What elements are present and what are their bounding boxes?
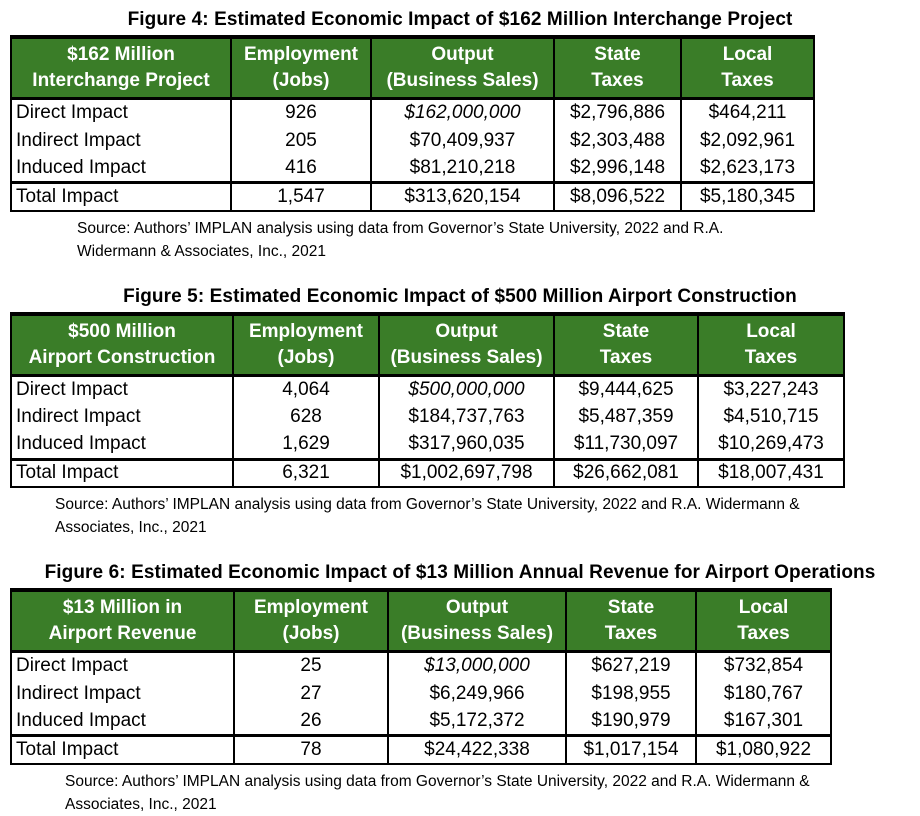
table-row-direct	[11, 652, 831, 680]
cell-output: $500,000,000	[379, 375, 554, 403]
cell-local-taxes: $3,227,243	[698, 375, 844, 403]
cell-label: Induced Impact	[11, 431, 233, 459]
cell-local-taxes: $464,211	[681, 99, 814, 127]
cell-label: Indirect Impact	[11, 127, 231, 155]
cell-output: $6,249,966	[388, 680, 566, 708]
figure6-col-project	[11, 590, 234, 652]
header-line: Taxes	[604, 623, 658, 644]
cell-state-taxes: $2,996,148	[554, 155, 681, 183]
table-row-total	[11, 183, 814, 211]
cell-output: $184,737,763	[379, 403, 554, 431]
figure4-source-note	[77, 217, 920, 263]
cell-state-taxes: $2,796,886	[554, 99, 681, 127]
table-row-induced	[11, 431, 844, 459]
cell-state-taxes: $627,219	[566, 652, 696, 680]
table-row-direct	[11, 99, 814, 127]
cell-employment: 25	[234, 652, 388, 680]
header-line: (Jobs)	[277, 346, 335, 368]
header-line: Airport Revenue	[48, 623, 197, 644]
cell-output: $5,172,372	[388, 708, 566, 736]
figure5-col-output	[379, 314, 554, 376]
cell-state-taxes: $198,955	[566, 680, 696, 708]
cell-local-taxes: $180,767	[696, 680, 831, 708]
figure4-table	[10, 35, 815, 212]
figure5-source-note	[55, 493, 920, 539]
figure4-col-local-taxes	[681, 37, 814, 99]
header-line: State	[602, 320, 650, 342]
figure4-col-project	[11, 37, 231, 99]
cell-output: $317,960,035	[379, 431, 554, 459]
cell-employment: 4,064	[233, 375, 379, 403]
source-line: Associates, Inc., 2021	[55, 519, 207, 536]
cell-employment: 1,547	[231, 183, 371, 211]
cell-state-taxes: $1,017,154	[566, 736, 696, 764]
header-line: Airport Construction	[28, 346, 216, 368]
table-row-induced	[11, 155, 814, 183]
table-row-indirect	[11, 403, 844, 431]
cell-local-taxes: $732,854	[696, 652, 831, 680]
figure6-header-row	[11, 590, 831, 652]
cell-employment: 1,629	[233, 431, 379, 459]
table-row-total	[11, 459, 844, 487]
cell-state-taxes: $2,303,488	[554, 127, 681, 155]
figure4-header-row	[11, 37, 814, 99]
header-line: Employment	[243, 44, 359, 65]
cell-state-taxes: $5,487,359	[554, 403, 698, 431]
figure5-col-employment	[233, 314, 379, 376]
cell-label: Direct Impact	[11, 375, 233, 403]
header-line: (Jobs)	[282, 623, 340, 644]
header-line: $13 Million in	[62, 597, 183, 618]
cell-employment: 78	[234, 736, 388, 764]
cell-employment: 6,321	[233, 459, 379, 487]
table-row-induced	[11, 708, 831, 736]
cell-local-taxes: $5,180,345	[681, 183, 814, 211]
figure5-col-local-taxes	[698, 314, 844, 376]
cell-label: Total Impact	[11, 736, 234, 764]
cell-state-taxes: $190,979	[566, 708, 696, 736]
header-line: Employment	[253, 597, 369, 618]
header-line: (Business Sales)	[390, 346, 543, 368]
header-line: $500 Million	[68, 320, 176, 342]
figure6-col-employment	[234, 590, 388, 652]
figure5-header-row	[11, 314, 844, 376]
cell-label: Total Impact	[11, 459, 233, 487]
header-line: Taxes	[737, 623, 790, 644]
table-row-direct	[11, 375, 844, 403]
cell-employment: 926	[231, 99, 371, 127]
header-line: Interchange Project	[32, 70, 210, 91]
cell-employment: 205	[231, 127, 371, 155]
header-line: Output	[435, 320, 498, 342]
cell-state-taxes: $11,730,097	[554, 431, 698, 459]
cell-label: Total Impact	[11, 183, 231, 211]
figure6-col-output	[388, 590, 566, 652]
cell-local-taxes: $4,510,715	[698, 403, 844, 431]
figure4-title: Figure 4: Estimated Economic Impact of $162 Million Interchange Project	[127, 9, 793, 30]
source-line: Widermann & Associates, Inc., 2021	[77, 242, 326, 260]
cell-label: Induced Impact	[11, 155, 231, 183]
header-line: Taxes	[721, 70, 774, 91]
cell-employment: 628	[233, 403, 379, 431]
cell-local-taxes: $10,269,473	[698, 431, 844, 459]
header-line: Local	[738, 597, 789, 618]
header-line: Taxes	[591, 70, 644, 91]
figure6-col-local-taxes	[696, 590, 831, 652]
header-line: Employment	[248, 320, 364, 342]
figure6-title: Figure 6: Estimated Economic Impact of $13 Million Annual Revenue for Airport Operations	[44, 562, 876, 583]
source-line: Source: Authors’ IMPLAN analysis using data from Governor’s State University, 2022 and R.A.	[77, 219, 724, 237]
cell-output: $81,210,218	[371, 155, 554, 183]
source-line: Source: Authors’ IMPLAN analysis using data from Governor’s State University, 2022 and R.A. Widermann &	[55, 496, 800, 513]
cell-label: Direct Impact	[11, 99, 231, 127]
header-line: Local	[722, 44, 773, 65]
cell-state-taxes: $26,662,081	[554, 459, 698, 487]
source-line: Associates, Inc., 2021	[65, 795, 217, 813]
header-line: (Business Sales)	[386, 70, 539, 91]
header-line: State	[594, 44, 641, 65]
header-line: (Business Sales)	[400, 623, 554, 644]
figure5-col-project	[11, 314, 233, 376]
header-line: (Jobs)	[272, 70, 330, 91]
cell-local-taxes: $18,007,431	[698, 459, 844, 487]
cell-output: $70,409,937	[371, 127, 554, 155]
figure6-col-state-taxes	[566, 590, 696, 652]
header-line: Taxes	[599, 346, 653, 368]
cell-label: Direct Impact	[11, 652, 234, 680]
figure6-source-note	[65, 770, 920, 816]
header-line: Local	[746, 320, 796, 342]
cell-local-taxes: $1,080,922	[696, 736, 831, 764]
figure5-title: Figure 5: Estimated Economic Impact of $500 Million Airport Construction	[123, 285, 797, 307]
figure5-table	[10, 312, 845, 489]
header-line: State	[607, 597, 655, 618]
cell-local-taxes: $2,092,961	[681, 127, 814, 155]
source-line: Source: Authors’ IMPLAN analysis using data from Governor’s State University, 2022 and R.A. Widermann &	[65, 772, 810, 790]
cell-local-taxes: $2,623,173	[681, 155, 814, 183]
figure4-col-output	[371, 37, 554, 99]
table-row-indirect	[11, 680, 831, 708]
cell-output: $13,000,000	[388, 652, 566, 680]
figure4-col-state-taxes	[554, 37, 681, 99]
header-line: Output	[431, 44, 494, 65]
figure5-col-state-taxes	[554, 314, 698, 376]
table-row-indirect	[11, 127, 814, 155]
cell-employment: 27	[234, 680, 388, 708]
cell-label: Indirect Impact	[11, 403, 233, 431]
cell-state-taxes: $9,444,625	[554, 375, 698, 403]
cell-employment: 26	[234, 708, 388, 736]
header-line: $162 Million	[67, 44, 175, 65]
cell-label: Indirect Impact	[11, 680, 234, 708]
cell-label: Induced Impact	[11, 708, 234, 736]
figure4-col-employment	[231, 37, 371, 99]
cell-output: $1,002,697,798	[379, 459, 554, 487]
cell-output: $313,620,154	[371, 183, 554, 211]
header-line: Taxes	[744, 346, 798, 368]
table-row-total	[11, 736, 831, 764]
cell-employment: 416	[231, 155, 371, 183]
cell-state-taxes: $8,096,522	[554, 183, 681, 211]
figure6-table	[10, 588, 832, 765]
cell-local-taxes: $167,301	[696, 708, 831, 736]
header-line: Output	[445, 597, 509, 618]
cell-output: $162,000,000	[371, 99, 554, 127]
cell-output: $24,422,338	[388, 736, 566, 764]
